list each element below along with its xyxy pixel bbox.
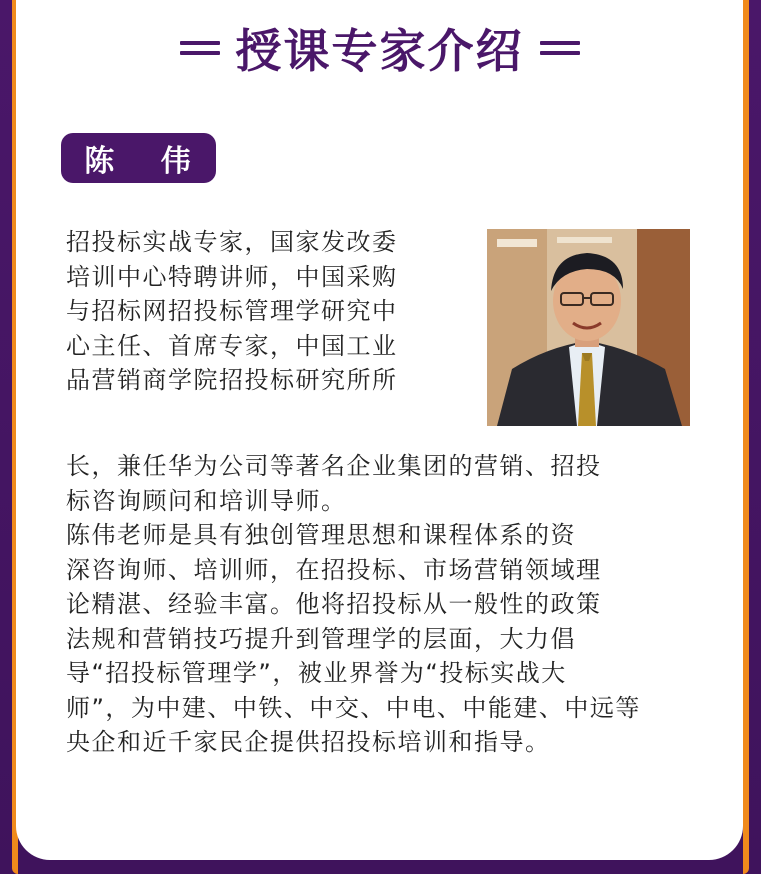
- bio-line: 标咨询顾问和培训导师。: [66, 486, 347, 515]
- portrait-illustration: [487, 229, 690, 426]
- intro-line: 品营销商学院招投标研究所所: [66, 366, 398, 394]
- right-double-dash: [540, 41, 580, 55]
- bio-line: 法规和营销技巧提升到管理学的层面，大力倡: [66, 624, 576, 653]
- bio-line: 陈伟老师是具有独创管理思想和课程体系的资: [66, 521, 576, 549]
- intro-line: 与招标网招投标管理学研究中: [66, 297, 398, 325]
- section-header: [16, 18, 743, 78]
- expert-intro: [66, 225, 476, 398]
- bio-line: 师”，为中建、中铁、中交、中电、中能建、中远等: [66, 693, 641, 722]
- expert-bio: [66, 449, 706, 760]
- intro-line: 心主任、首席专家，中国工业: [66, 331, 398, 360]
- content-card: [16, 0, 743, 860]
- section-title: 授课专家介绍: [235, 24, 524, 78]
- portrait-photo: [487, 229, 690, 426]
- right-border: [743, 0, 749, 874]
- bio-line: 央企和近千家民企提供招投标培训和指导。: [66, 728, 551, 756]
- bio-line: 深咨询师、培训师，在招投标、市场营销领域理: [66, 555, 602, 584]
- left-double-dash: [180, 41, 220, 55]
- intro-line: 培训中心特聘讲师，中国采购: [66, 262, 398, 291]
- bio-line: 论精湛、经验丰富。他将招投标从一般性的政策: [66, 590, 602, 618]
- expert-name-badge: 陈 伟: [61, 133, 216, 183]
- intro-line: 招投标实战专家，国家发改委: [66, 228, 398, 256]
- bio-line: 导“招投标管理学”，被业界誉为“投标实战大: [66, 659, 567, 687]
- bio-line: 长，兼任华为公司等著名企业集团的营销、招投: [66, 452, 602, 480]
